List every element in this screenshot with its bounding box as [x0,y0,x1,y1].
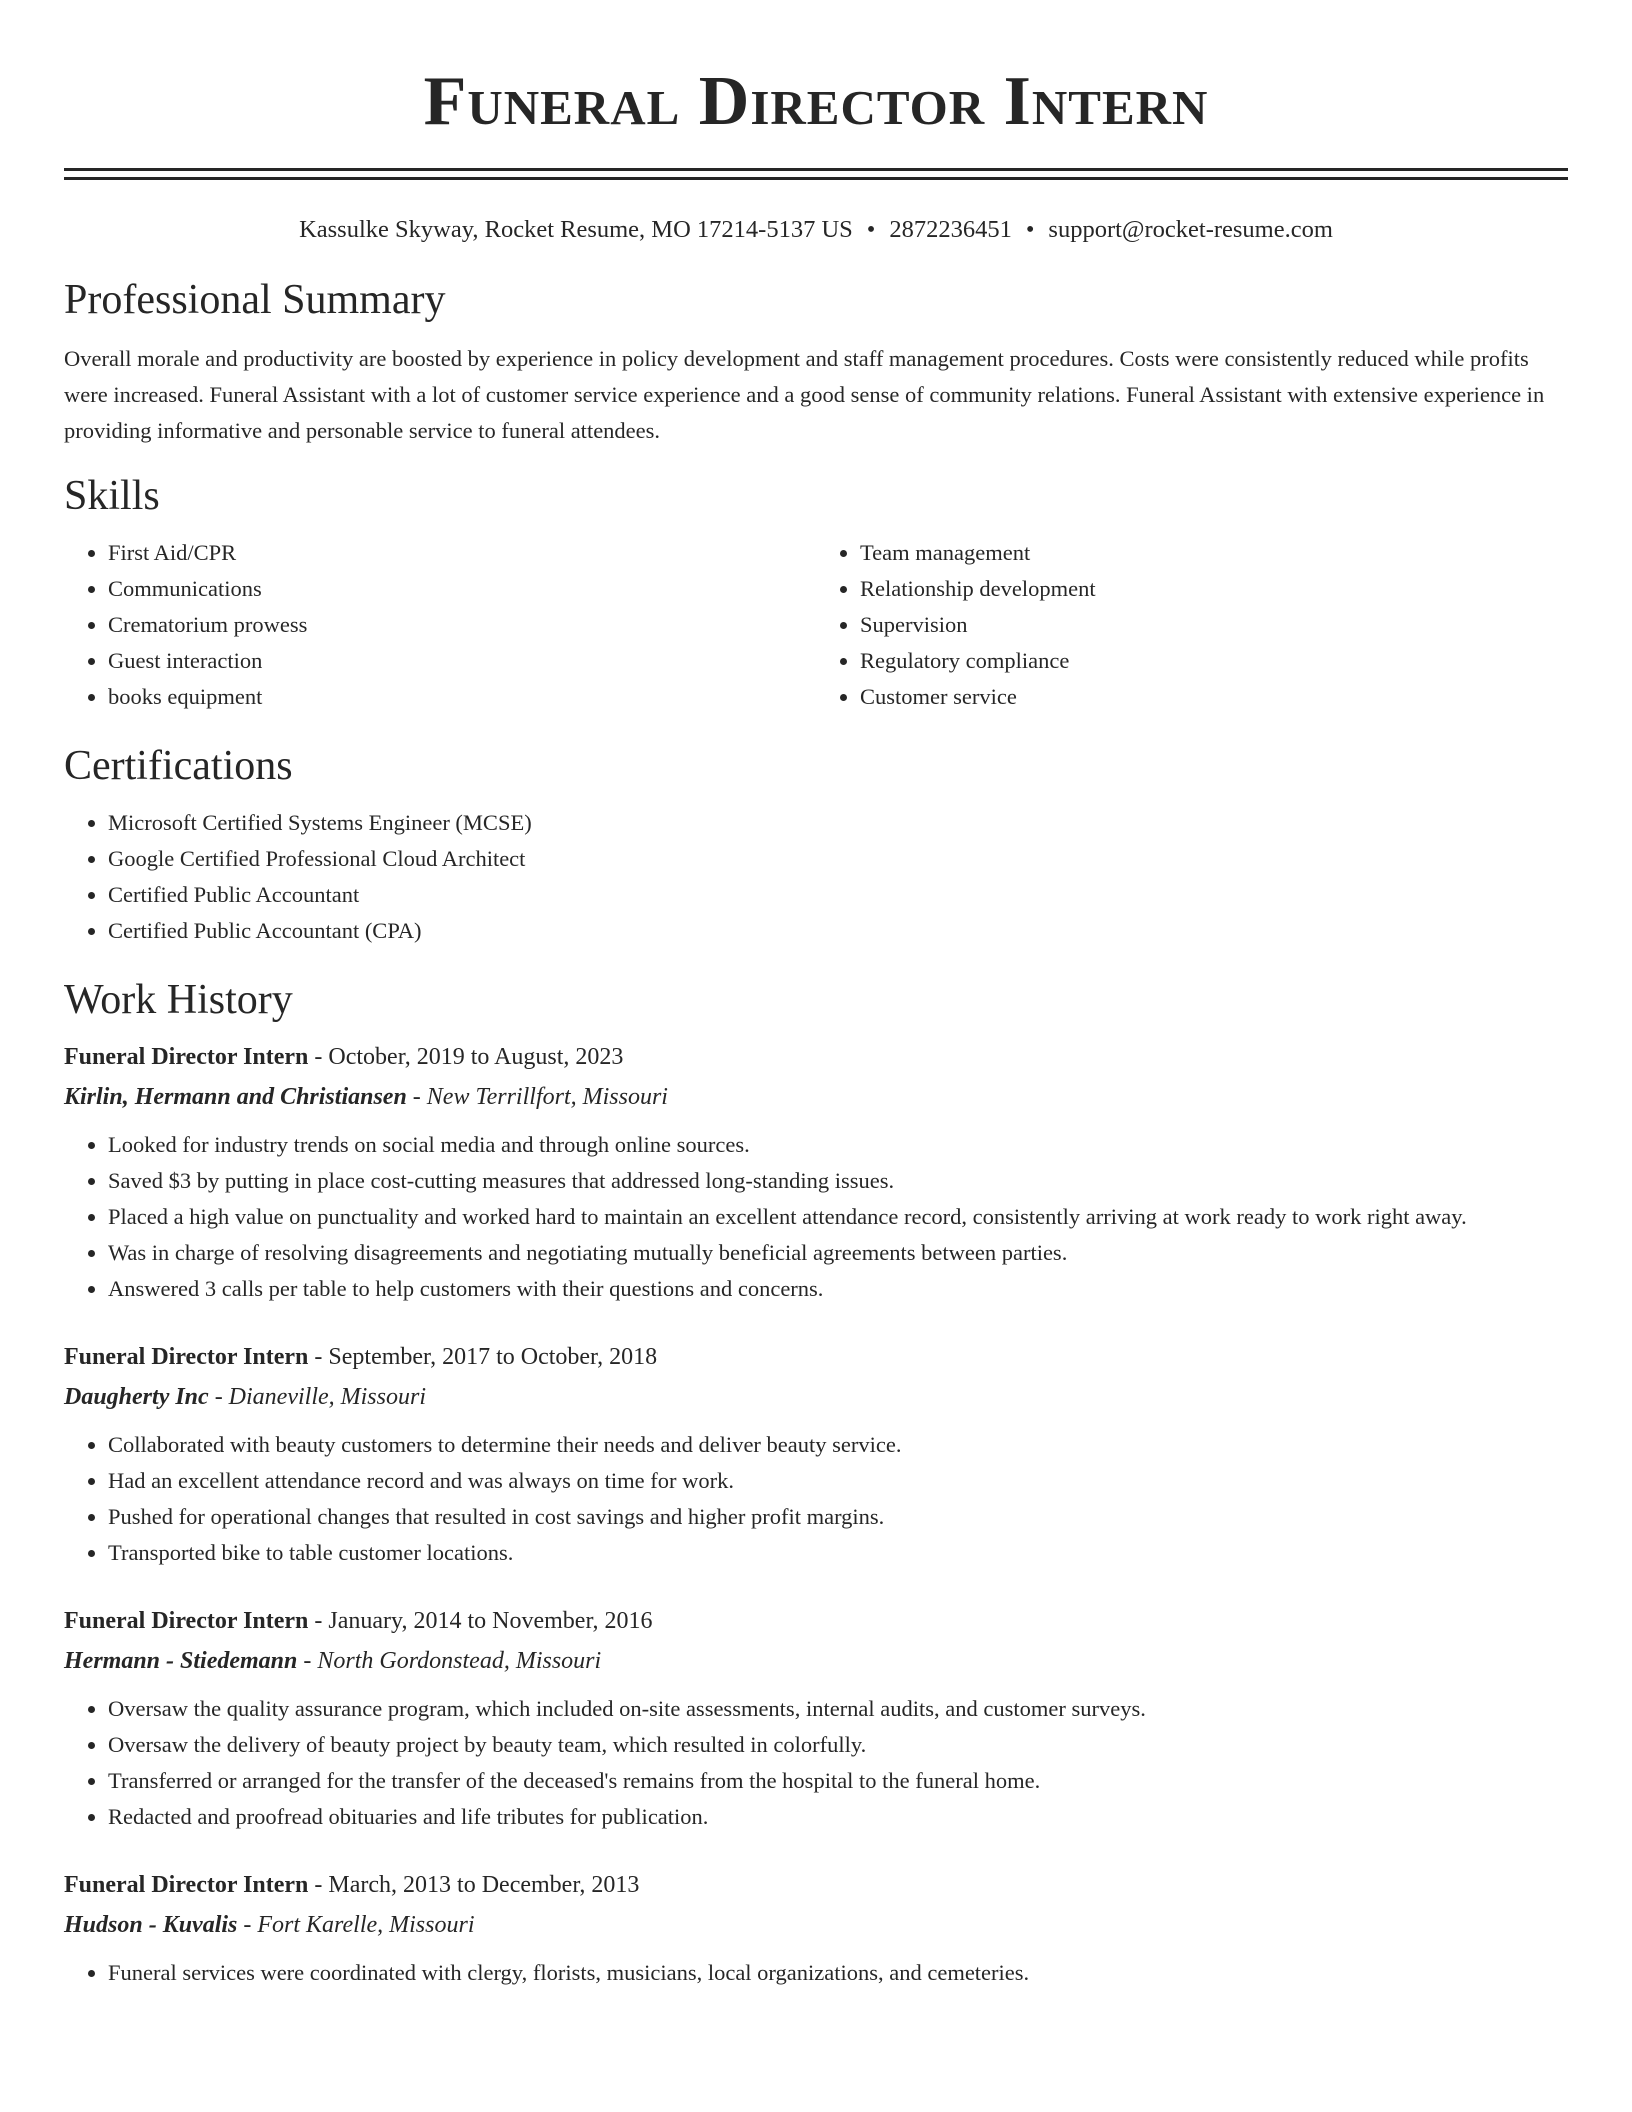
job-bullet: • Funeral services were coordinated with clergy, florists, musicians, local organizations, and cemeteries. [108,1955,1568,1991]
job-bullet: • Transferred or arranged for the transfer of the deceased's remains from the hospital to the funeral home. [108,1763,1568,1799]
job-bullet: • Oversaw the delivery of beauty project by beauty team, which resulted in colorfully. [108,1727,1568,1763]
certification-item: • Google Certified Professional Cloud Architect [108,841,1568,877]
skill-item: • Relationship development [860,571,1568,607]
skills-heading: Skills [64,473,160,519]
certification-item: • Microsoft Certified Systems Engineer (MCSE) [108,805,1568,841]
title-divider-top [64,168,1568,171]
job-bullet: • Saved $3 by putting in place cost-cutting measures that addressed long-standing issues. [108,1163,1568,1199]
job-bullets [64,1955,1568,1991]
job-bullet: • Pushed for operational changes that resulted in cost savings and higher profit margins. [108,1499,1568,1535]
title-divider-bottom [64,177,1568,180]
job-role: Funeral Director Intern [64,1872,309,1898]
skill-item: • First Aid/CPR [108,535,816,571]
skills-section [64,471,1568,715]
job-dates: - January, 2014 to November, 2016 [308,1608,653,1634]
job-bullets [64,1127,1568,1307]
certifications-list [64,805,1568,949]
job-title-line [64,1601,1568,1641]
job-entry [64,1037,1568,1307]
job-bullet: • Was in charge of resolving disagreements and negotiating mutually beneficial agreements between parties. [108,1235,1568,1271]
contact-separator: • [1025,216,1035,243]
summary-section [64,275,1568,449]
certification-item: • Certified Public Accountant (CPA) [108,913,1568,949]
certifications-heading: Certifications [64,743,293,789]
job-bullet: • Transported bike to table customer locations. [108,1535,1568,1571]
work-history-heading: Work History [64,977,293,1023]
certification-item: • Certified Public Accountant [108,877,1568,913]
contact-email: support@rocket-resume.com [1048,216,1333,243]
job-bullets [64,1691,1568,1835]
job-bullet: • Collaborated with beauty customers to determine their needs and deliver beauty service. [108,1427,1568,1463]
skill-item: • Customer service [860,679,1568,715]
job-entry [64,1865,1568,1991]
job-dates: - March, 2013 to December, 2013 [308,1872,640,1898]
skill-item: • Communications [108,571,816,607]
job-company: Kirlin, Hermann and Christiansen [64,1084,407,1110]
contact-separator: • [866,216,876,243]
skill-item: • Crematorium prowess [108,607,816,643]
skill-item: • books equipment [108,679,816,715]
certifications-section [64,741,1568,949]
job-title-line [64,1037,1568,1077]
job-location: - North Gordonstead, Missouri [297,1648,602,1674]
job-company-line [64,1377,1568,1417]
job-role: Funeral Director Intern [64,1044,309,1070]
job-bullet: • Looked for industry trends on social media and through online sources. [108,1127,1568,1163]
job-location: - New Terrillfort, Missouri [406,1084,668,1110]
job-entry [64,1601,1568,1835]
skill-item: • Regulatory compliance [860,643,1568,679]
job-company: Hudson - Kuvalis [64,1912,238,1938]
job-bullets [64,1427,1568,1571]
job-location: - Dianeville, Missouri [208,1384,426,1410]
skills-list-right [816,535,1568,715]
skill-item: • Team management [860,535,1568,571]
contact-phone: 2872236451 [889,216,1012,243]
skills-list-left [64,535,816,715]
resume-title: Funeral Director Intern [423,63,1209,140]
job-role: Funeral Director Intern [64,1344,309,1370]
job-dates: - September, 2017 to October, 2018 [308,1344,658,1370]
skill-item: • Guest interaction [108,643,816,679]
contact-address: Kassulke Skyway, Rocket Resume, MO 17214-5137 US [299,216,853,243]
job-company: Daugherty Inc [64,1384,209,1410]
contact-line [64,215,1568,245]
job-company-line [64,1077,1568,1117]
skills-columns [64,535,1568,715]
job-company-line [64,1905,1568,1945]
job-title-line [64,1865,1568,1905]
work-history-section [64,975,1568,1991]
job-role: Funeral Director Intern [64,1608,309,1634]
job-company: Hermann - Stiedemann [64,1648,298,1674]
job-bullet: • Oversaw the quality assurance program, which included on-site assessments, internal audits, and customer surveys. [108,1691,1568,1727]
summary-heading: Professional Summary [64,277,446,323]
job-bullet: • Redacted and proofread obituaries and life tributes for publication. [108,1799,1568,1835]
job-bullet: • Placed a high value on punctuality and worked hard to maintain an excellent attendance record, consistently arriving at work ready to work right away. [108,1199,1568,1235]
job-title-line [64,1337,1568,1377]
skill-item: • Supervision [860,607,1568,643]
job-bullet: • Answered 3 calls per table to help customers with their questions and concerns. [108,1271,1568,1307]
job-location: - Fort Karelle, Missouri [237,1912,475,1938]
job-dates: - October, 2019 to August, 2023 [308,1044,624,1070]
summary-text: Overall morale and productivity are boosted by experience in policy development and staff management procedures. Costs were consistently reduced while profits were increased. Funeral Assistant with a lot of customer service experience and a good sense of community relations. Funeral Assistant with extensive experience in providing informative and personable service to funeral attendees. [64,346,1545,443]
job-company-line [64,1641,1568,1681]
job-entry [64,1337,1568,1571]
job-bullet: • Had an excellent attendance record and was always on time for work. [108,1463,1568,1499]
